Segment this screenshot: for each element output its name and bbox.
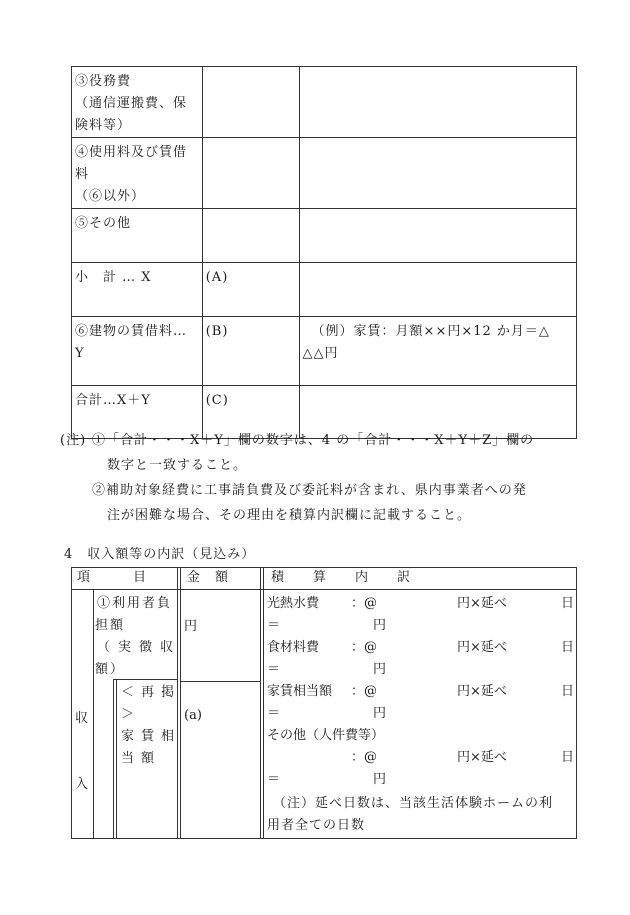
breakdown-yen: 円 xyxy=(373,706,387,721)
amount-a: (A) xyxy=(205,270,229,285)
row-label: ⑥建物の賃借料… xyxy=(75,324,188,339)
row-label: ⑤その他 xyxy=(75,216,132,231)
header-item: 項 目 xyxy=(77,570,148,585)
col-divider xyxy=(260,567,261,839)
breakdown-row xyxy=(267,659,387,681)
sub-divider xyxy=(113,679,114,839)
item-line: 額） xyxy=(95,662,126,677)
row-label: ③役務費 xyxy=(75,74,132,89)
breakdown-days: 日 xyxy=(561,684,575,699)
sub-amount: (a) xyxy=(184,708,202,723)
breakdown-at: ：@ xyxy=(351,596,378,611)
breakdown-note xyxy=(267,793,553,837)
breakdown-at: ：@ xyxy=(351,750,378,765)
breakdown-unit: 円×延べ xyxy=(457,640,507,655)
row-label: 小 計 … X xyxy=(75,270,152,285)
row-label: 料 xyxy=(75,167,90,182)
breakdown-row xyxy=(267,593,575,615)
breakdown-days: 日 xyxy=(561,596,575,611)
breakdown-cell xyxy=(299,67,576,138)
side-label-top: 収 xyxy=(75,711,89,726)
header-breakdown: 積 算 内 訳 xyxy=(271,570,412,585)
label-cell xyxy=(72,138,203,209)
note-line: ②補助対象経費に工事請負費及び委託料が含まれ、県内事業者への発 xyxy=(92,483,527,498)
col-divider xyxy=(263,567,264,839)
item-rent-equivalent xyxy=(121,682,181,770)
table-row xyxy=(72,209,577,263)
side-label-bottom: 入 xyxy=(75,777,89,792)
breakdown-label: 光熱水費 xyxy=(267,596,320,611)
breakdown-unit: 円×延べ xyxy=(457,750,507,765)
breakdown-equals: ＝ xyxy=(267,662,281,677)
amount-cell xyxy=(202,209,299,263)
label-cell xyxy=(72,263,203,317)
breakdown-unit: 円×延べ xyxy=(457,684,507,699)
expense-table xyxy=(71,66,577,439)
item-line: 当額 xyxy=(121,751,162,766)
breakdown-row xyxy=(267,681,575,703)
note-line: 数字と一致すること。 xyxy=(107,458,248,473)
breakdown-equals: ＝ xyxy=(267,618,281,633)
table-row xyxy=(72,138,577,209)
amount-cell xyxy=(202,138,299,209)
item-line: ＜再掲 xyxy=(121,685,182,700)
breakdown-yen: 円 xyxy=(373,618,387,633)
row-label: 合計…X＋Y xyxy=(75,393,151,408)
breakdown-cell xyxy=(299,317,576,386)
breakdown-row xyxy=(267,703,387,725)
table-row xyxy=(72,317,577,386)
breakdown-row xyxy=(267,615,387,637)
table-row xyxy=(72,263,577,317)
amount-b: (B) xyxy=(205,324,229,339)
breakdown-example: （例）家賃：月額××円×12 か月＝△ xyxy=(311,324,550,339)
side-divider xyxy=(93,589,94,839)
label-cell xyxy=(72,209,203,263)
table-row xyxy=(72,67,577,138)
label-cell xyxy=(72,317,203,386)
breakdown-equals: ＝ xyxy=(267,706,281,721)
row-label: ④使用料及び賃借 xyxy=(75,145,188,160)
amount-cell xyxy=(202,317,299,386)
item1-amount-unit: 円 xyxy=(184,619,198,634)
amount-cell xyxy=(202,263,299,317)
note-line: ①「合計・・・X＋Y」欄の数字は、4 の「合計・・・X＋Y＋Z」欄の xyxy=(92,433,535,448)
item-user-burden xyxy=(97,593,181,681)
row-label: Y xyxy=(75,346,85,361)
sub-divider xyxy=(116,679,117,839)
breakdown-row xyxy=(267,769,387,791)
row-label: （通信運搬費、保 xyxy=(75,96,188,111)
row-label: 険料等） xyxy=(75,118,132,133)
breakdown-equals: ＝ xyxy=(267,772,281,787)
amount-cell xyxy=(202,67,299,138)
sub-divider xyxy=(181,681,260,682)
breakdown-yen: 円 xyxy=(373,662,387,677)
item-line: ＞ xyxy=(121,707,142,722)
breakdown-note-line: （注）延べ日数は、当該生活体験ホームの利 xyxy=(273,796,554,811)
income-table xyxy=(71,567,577,839)
item-line: ①利用者負 xyxy=(97,596,173,611)
note-line: 注が困難な場合、その理由を積算内訳欄に記載すること。 xyxy=(107,508,472,523)
breakdown-cell xyxy=(299,138,576,209)
item-line: 担額 xyxy=(95,618,126,633)
notes-prefix: (注) xyxy=(60,433,87,448)
item-line: （実徴収 xyxy=(97,640,182,655)
breakdown-row xyxy=(267,637,575,659)
row-label: （⑥以外） xyxy=(75,189,146,204)
breakdown-note-line: 用者全ての日数 xyxy=(267,818,366,833)
breakdown-label: 食材料費 xyxy=(267,640,320,655)
breakdown-example: △△円 xyxy=(302,346,339,361)
section-title: 4 収入額等の内訳（見込み） xyxy=(64,547,256,562)
breakdown-cell xyxy=(299,209,576,263)
breakdown-days: 日 xyxy=(561,640,575,655)
header-amount: 金 額 xyxy=(187,570,230,585)
breakdown-label: その他（人件費等） xyxy=(267,728,385,743)
amount-c: (C) xyxy=(205,393,229,408)
breakdown-yen: 円 xyxy=(373,772,387,787)
header-divider xyxy=(71,589,577,590)
breakdown-at: ：@ xyxy=(351,684,378,699)
label-cell xyxy=(72,67,203,138)
breakdown-label: 家賃相当額 xyxy=(267,684,333,699)
breakdown-row xyxy=(267,725,384,747)
breakdown-days: 日 xyxy=(561,750,575,765)
breakdown-at: ：@ xyxy=(351,640,378,655)
breakdown-unit: 円×延べ xyxy=(457,596,507,611)
breakdown-cell xyxy=(299,263,576,317)
item-line: 家賃相 xyxy=(121,729,182,744)
